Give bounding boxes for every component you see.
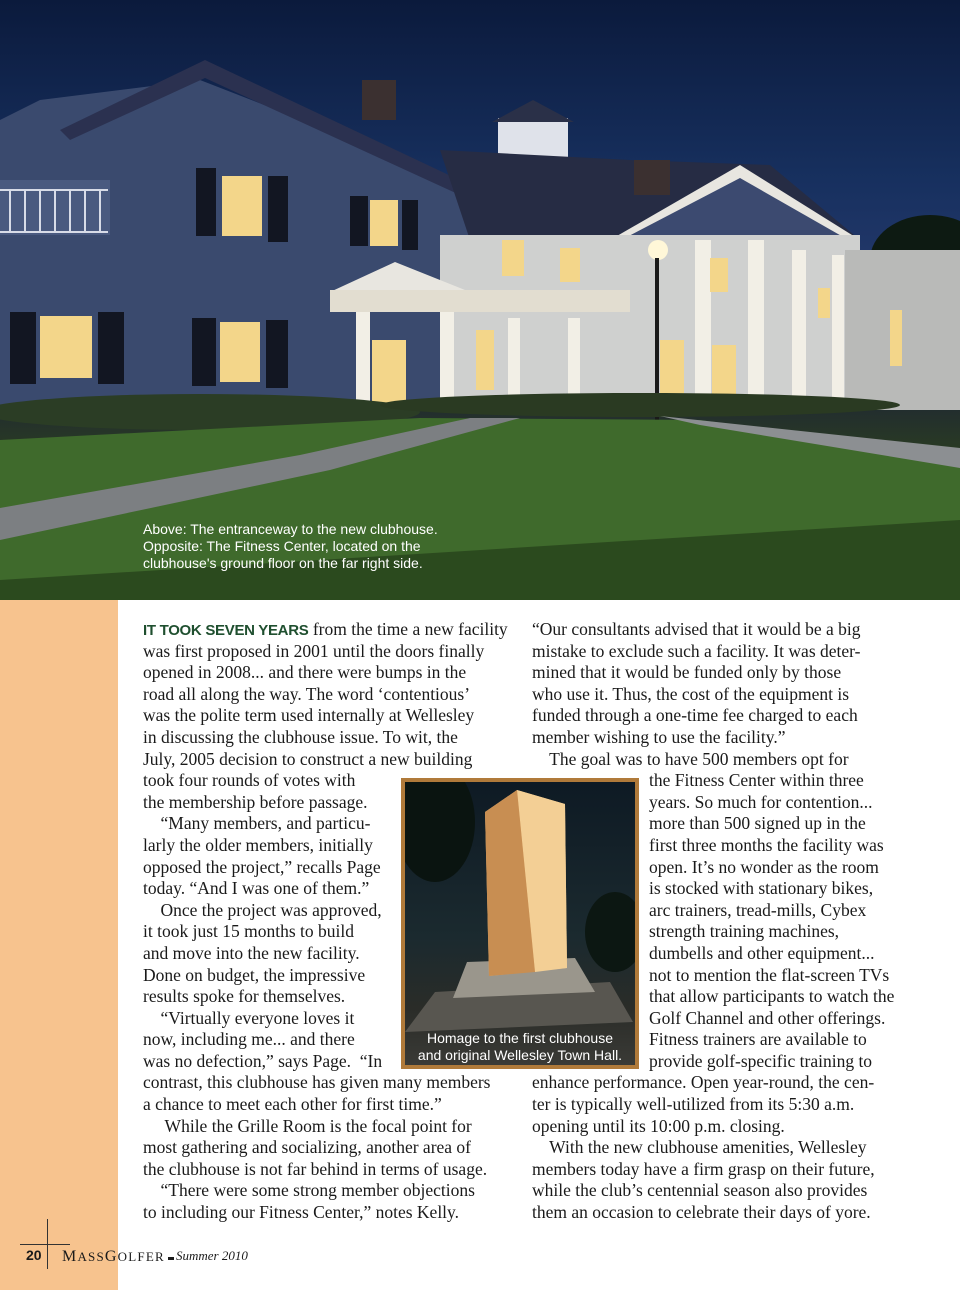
masthead-dash [168,1257,174,1260]
text-line: dumbells and other equipment... [649,942,875,963]
text-line: open. It’s no wonder as the room [649,856,879,877]
inset-caption-line: and original Wellesley Town Hall. [417,1047,623,1063]
text-line: a chance to meet each other for first time.” [143,1094,442,1115]
text-line: With the new clubhouse amenities, Wellesley [532,1137,867,1158]
text-line: is stocked with stationary bikes, [649,878,874,899]
hero-photo [0,0,960,600]
text-line: took four rounds of votes with [143,770,356,791]
text-line: The goal was to have 500 members opt for [532,748,849,769]
text-line: “Our consultants advised that it would be a big [532,619,861,639]
text-line: July, 2005 decision to construct a new building [143,748,473,769]
text-line: in discussing the clubhouse issue. To wit, the [143,726,458,747]
text-line: While the Grille Room is the focal point for [143,1115,472,1136]
text-line: Done on budget, the impressive [143,964,366,985]
text-line: members today have a firm grasp on their future, [532,1158,875,1179]
photo-caption [143,521,463,572]
text-line: the Fitness Center within three [649,770,864,791]
photo-caption-line: Above: The entranceway to the new clubhouse. [143,521,438,537]
masthead-text: OLFER [117,1249,165,1264]
text-line: more than 500 signed up in the [649,813,866,834]
text-line: member wishing to use the facility.” [532,726,786,747]
text-line: now, including me... and there [143,1029,355,1050]
text-line: enhance performance. Open year-round, the cen- [532,1072,875,1093]
text-line: was no defection,” says Page. “In [143,1050,383,1071]
text-line: years. So much for contention... [649,791,873,812]
masthead-letter: M [62,1248,78,1265]
text-line: Once the project was approved, [143,899,382,920]
text-line: that allow participants to watch the [649,986,895,1007]
text-line-content: from the time a new facility [308,619,508,639]
text-line: mistake to exclude such a facility. It was deter- [532,640,861,661]
inset-photo [401,778,639,1069]
text-line: it took just 15 months to build [143,921,354,942]
photo-caption-line: Opposite: The Fitness Center, located on the [143,538,421,554]
text-line: not to mention the flat-screen TVs [649,964,890,985]
text-line: road all along the way. The word ‘contentious’ [143,683,471,704]
clubhouse-illustration [0,0,960,600]
text-line: was the polite term used internally at Wellesley [143,705,475,726]
text-line: to including our Fitness Center,” notes Kelly. [143,1202,460,1223]
text-line: and move into the new facility. [143,942,360,963]
text-line: strength training machines, [649,921,840,942]
text-line: Golf Channel and other offerings. [649,1007,886,1028]
text-line [143,619,513,641]
masthead-text: ASS [77,1249,105,1264]
page-number: 20 [26,1247,42,1263]
text-line: while the club’s centennial season also provides [532,1180,868,1201]
text-line: opposed the project,” recalls Page [143,856,381,877]
text-line: who use it. Thus, the cost of the equipment is [532,683,850,704]
text-line: most gathering and socializing, another area of [143,1137,472,1158]
text-line: today. “And I was one of them.” [143,878,370,899]
text-line: mined that it would be funded only by those [532,662,842,683]
issue-date: Summer 2010 [176,1248,248,1263]
text-line: first three months the facility was [649,834,884,855]
text-line: arc trainers, tread-mills, Cybex [649,899,867,920]
text-line: provide golf-specific training to [649,1050,873,1071]
lead-in: IT TOOK SEVEN YEARS [143,622,309,639]
masthead [62,1248,178,1266]
text-line: opened in 2008... and there were bumps in the [143,662,467,683]
photo-caption-line: clubhouse's ground floor on the far right side. [143,555,423,571]
text-line: results spoke for themselves. [143,986,346,1007]
inset-caption [405,1030,635,1064]
text-line: the membership before passage. [143,791,368,812]
inset-caption-line: Homage to the first clubhouse [427,1030,613,1046]
text-line: contrast, this clubhouse has given many members [143,1072,491,1093]
text-line: “There were some strong member objections [143,1180,475,1201]
text-line: was first proposed in 2001 until the doors finally [143,640,485,661]
crop-mark [20,1244,70,1245]
text-line: ter is typically well-utilized from its 5:30 a.m. [532,1094,855,1115]
text-line: opening until its 10:00 p.m. closing. [532,1115,785,1136]
text-line: Fitness trainers are available to [649,1029,867,1050]
text-line: them an occasion to celebrate their days of yore. [532,1202,871,1223]
text-line: the clubhouse is not far behind in terms of usage. [143,1158,488,1179]
text-line: funded through a one-time fee charged to each [532,705,858,726]
text-line: larly the older members, initially [143,834,373,855]
masthead-letter: G [104,1248,118,1265]
margin-band [0,600,118,1290]
monument-illustration [405,782,635,1065]
text-line: “Virtually everyone loves it [143,1007,355,1028]
text-line: “Many members, and particu- [143,813,371,834]
